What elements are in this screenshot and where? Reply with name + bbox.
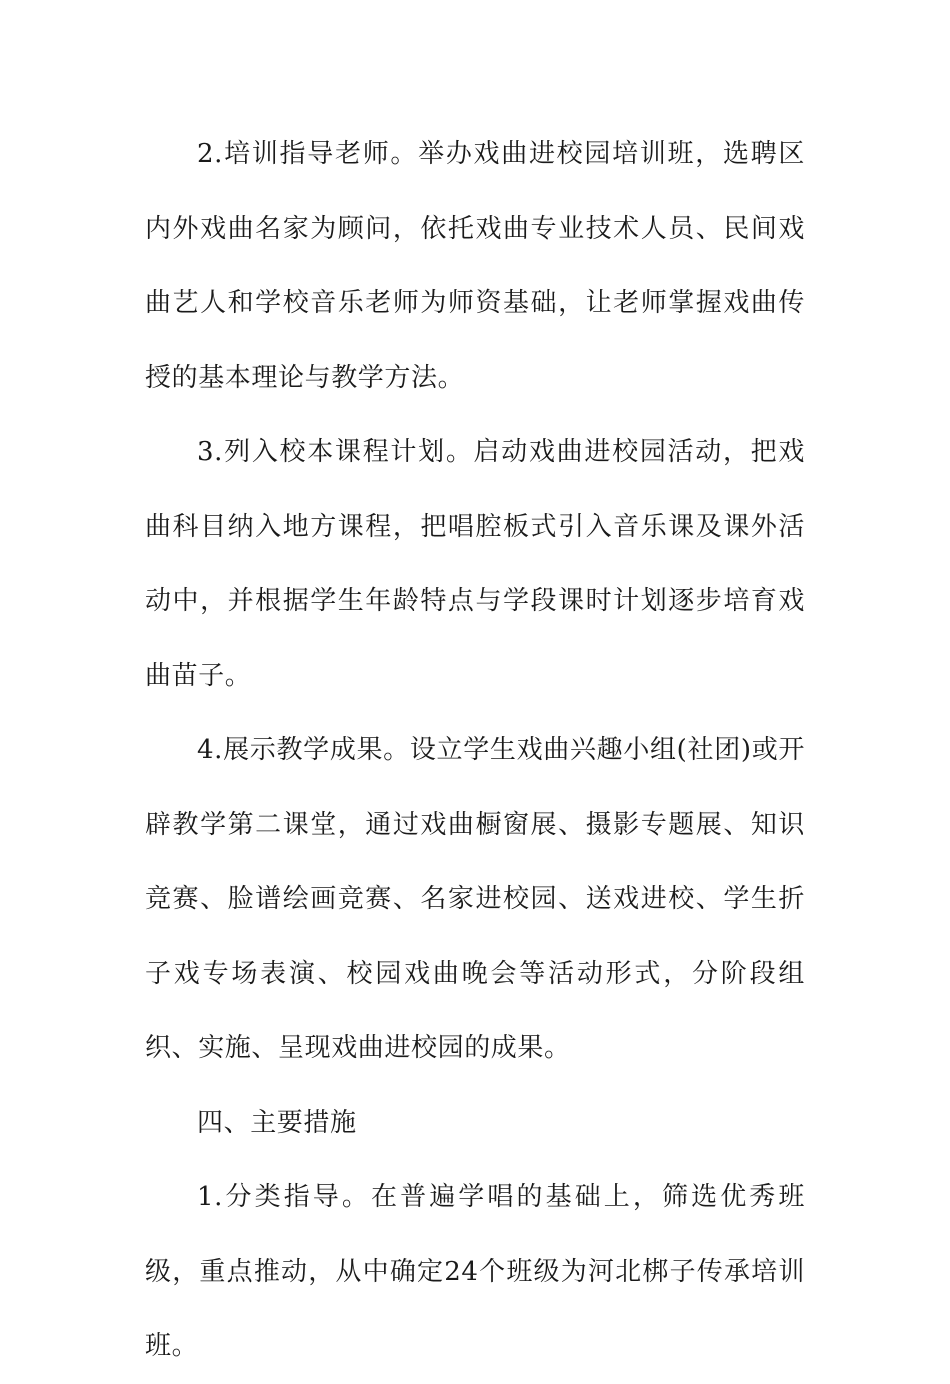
- section-heading-main-measures: 四、主要措施: [197, 1107, 357, 1138]
- paragraph-teaching-results: 4.展示教学成果。设立学生戏曲兴趣小组(社团)或开辟教学第二课堂，通过戏曲橱窗展、摄影专题展、知识竞赛、脸谱绘画竞赛、名家进校园、送戏进校、学生折子戏专场表演、校园戏曲晚会等活动形式，分阶段组织、实施、呈现戏曲进校园的成果。: [145, 735, 805, 1063]
- paragraph-curriculum-plan: 3.列入校本课程计划。启动戏曲进校园活动，把戏曲科目纳入地方课程，把唱腔板式引入音乐课及课外活动中，并根据学生年龄特点与学段课时计划逐步培育戏曲苗子。: [145, 437, 805, 691]
- paragraph-classified-guidance: 1.分类指导。在普遍学唱的基础上，筛选优秀班级，重点推动，从中确定24个班级为河北梆子传承培训班。: [145, 1182, 805, 1361]
- paragraph-teacher-training: 2.培训指导老师。举办戏曲进校园培训班，选聘区内外戏曲名家为顾问，依托戏曲专业技术人员、民间戏曲艺人和学校音乐老师为师资基础，让老师掌握戏曲传授的基本理论与教学方法。: [145, 139, 805, 393]
- document-body: [145, 117, 805, 1384]
